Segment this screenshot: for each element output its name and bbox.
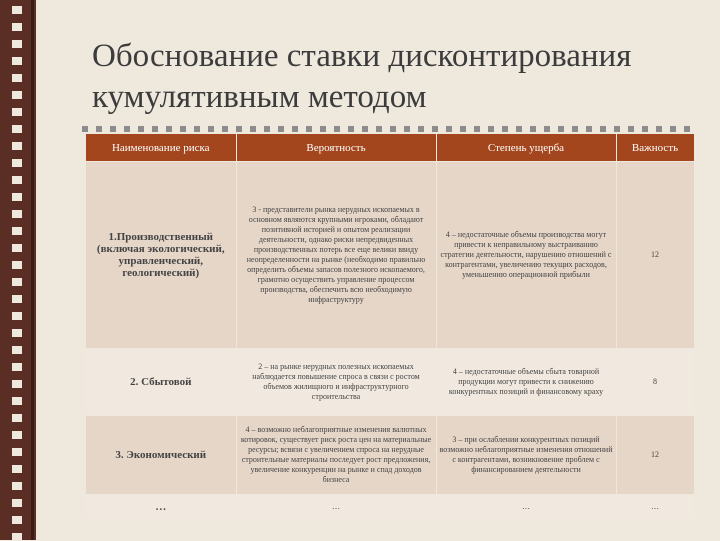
film-hole — [12, 176, 22, 184]
table-row — [86, 162, 694, 349]
divider-dot — [278, 126, 284, 132]
film-hole — [12, 227, 22, 235]
probability-cell: 3 - представители рынка нерудных ископаемых в основном являются крупными игроками, обладают позитивной историей и опытом реализации деятельности, однако риски непредвиденных производственных потерь все еще велики ввиду неопределенности на рынке (необходимо правильно определить объемы запасов полезного ископаемого, грамотно осуществить управление процессом производства, обеспечить всю необходимую инфраструктуру — [236, 162, 436, 349]
film-hole — [12, 329, 22, 337]
film-hole — [12, 482, 22, 490]
film-hole — [12, 91, 22, 99]
film-hole — [12, 108, 22, 116]
probability-cell: 2 – на рынке нерудных полезных ископаемых наблюдается повышение спроса в связи с ростом объемов жилищного и инфраструктурного строительства — [236, 349, 436, 416]
divider-dot — [138, 126, 144, 132]
film-hole — [12, 6, 22, 14]
film-hole — [12, 278, 22, 286]
film-hole — [12, 261, 22, 269]
divider-dot — [558, 126, 564, 132]
film-rail — [31, 0, 34, 540]
film-hole — [12, 57, 22, 65]
divider-dot — [110, 126, 116, 132]
divider-dot — [334, 126, 340, 132]
film-hole — [12, 125, 22, 133]
film-hole — [12, 23, 22, 31]
title-divider — [82, 126, 692, 134]
slide-title-line-2: кумулятивным методом — [92, 79, 427, 115]
film-strip-decoration — [0, 0, 36, 540]
divider-dot — [614, 126, 620, 132]
film-hole — [12, 516, 22, 524]
film-hole — [12, 40, 22, 48]
film-hole — [12, 431, 22, 439]
probability-cell: … — [236, 495, 436, 520]
slide-title — [92, 36, 702, 118]
importance-cell: … — [616, 495, 694, 520]
divider-dot — [544, 126, 550, 132]
film-hole — [12, 193, 22, 201]
divider-dot — [586, 126, 592, 132]
divider-dot — [82, 126, 88, 132]
divider-dot — [642, 126, 648, 132]
divider-dot — [96, 126, 102, 132]
divider-dot — [474, 126, 480, 132]
divider-dot — [250, 126, 256, 132]
divider-dot — [488, 126, 494, 132]
risk-name-cell: 3. Экономический — [86, 416, 236, 495]
film-hole — [12, 142, 22, 150]
film-hole — [12, 363, 22, 371]
header-probability: Вероятность — [236, 134, 436, 162]
divider-dot — [600, 126, 606, 132]
divider-dot — [166, 126, 172, 132]
damage-cell: … — [436, 495, 616, 520]
importance-cell: 8 — [616, 349, 694, 416]
importance-cell: 12 — [616, 416, 694, 495]
risk-name-cell: 1.Производственный (включая экологический, управленческий, геологический) — [86, 162, 236, 349]
film-hole — [12, 465, 22, 473]
divider-dot — [390, 126, 396, 132]
divider-dot — [628, 126, 634, 132]
divider-dot — [320, 126, 326, 132]
divider-dot — [124, 126, 130, 132]
divider-dot — [348, 126, 354, 132]
damage-cell: 4 – недостаточные объемы производства могут привести к неправильному выстраиванию стратегии деятельности, нарушению отношений с контрагентами, увеличению текущих расходов, уменьшению операционной прибыли — [436, 162, 616, 349]
importance-cell: 12 — [616, 162, 694, 349]
film-hole — [12, 210, 22, 218]
table-header-row — [86, 134, 694, 162]
film-hole — [12, 499, 22, 507]
divider-dot — [264, 126, 270, 132]
divider-dot — [152, 126, 158, 132]
film-hole — [12, 244, 22, 252]
film-hole — [12, 380, 22, 388]
probability-cell: 4 – возможно неблагоприятные изменения валютных котировок, существует риск роста цен на материальные ресурсы; всвязи с увеличением спроса на нерудные строительные материалы последует рост предложения, увеличение конкуренции на рынке и спад доходов бизнеса — [236, 416, 436, 495]
divider-dot — [572, 126, 578, 132]
divider-dot — [222, 126, 228, 132]
divider-dot — [684, 126, 690, 132]
table-row — [86, 349, 694, 416]
header-importance: Важность — [616, 134, 694, 162]
slide-title-line-1: Обоснование ставки дисконтирования — [92, 38, 632, 74]
film-hole — [12, 74, 22, 82]
divider-dot — [432, 126, 438, 132]
film-hole — [12, 346, 22, 354]
divider-dot — [292, 126, 298, 132]
risk-name-cell: … — [86, 495, 236, 520]
divider-dot — [404, 126, 410, 132]
divider-dot — [516, 126, 522, 132]
divider-dot — [446, 126, 452, 132]
divider-dot — [236, 126, 242, 132]
divider-dot — [418, 126, 424, 132]
divider-dot — [656, 126, 662, 132]
film-hole — [12, 159, 22, 167]
divider-dot — [670, 126, 676, 132]
film-hole — [12, 397, 22, 405]
damage-cell: 4 – недостаточные объемы сбыта товарной продукции могут привести к снижению конкурентных позиций и финансовому краху — [436, 349, 616, 416]
divider-dot — [208, 126, 214, 132]
damage-cell: 3 – при ослаблении конкурентных позиций возможно неблагоприятные изменения отношений с контрагентами, возникновение проблем с финансированием деятельности — [436, 416, 616, 495]
divider-dot — [460, 126, 466, 132]
film-hole — [12, 448, 22, 456]
divider-dot — [362, 126, 368, 132]
risk-name-cell: 2. Сбытовой — [86, 349, 236, 416]
risk-table — [86, 134, 695, 519]
divider-dot — [376, 126, 382, 132]
divider-dot — [502, 126, 508, 132]
table-row — [86, 416, 694, 495]
divider-dot — [180, 126, 186, 132]
divider-dot — [306, 126, 312, 132]
divider-dot — [530, 126, 536, 132]
table-row — [86, 495, 694, 520]
header-risk-name: Наименование риска — [86, 134, 236, 162]
film-hole — [12, 312, 22, 320]
header-damage-degree: Степень ущерба — [436, 134, 616, 162]
divider-dot — [194, 126, 200, 132]
film-hole — [12, 295, 22, 303]
film-hole — [12, 414, 22, 422]
